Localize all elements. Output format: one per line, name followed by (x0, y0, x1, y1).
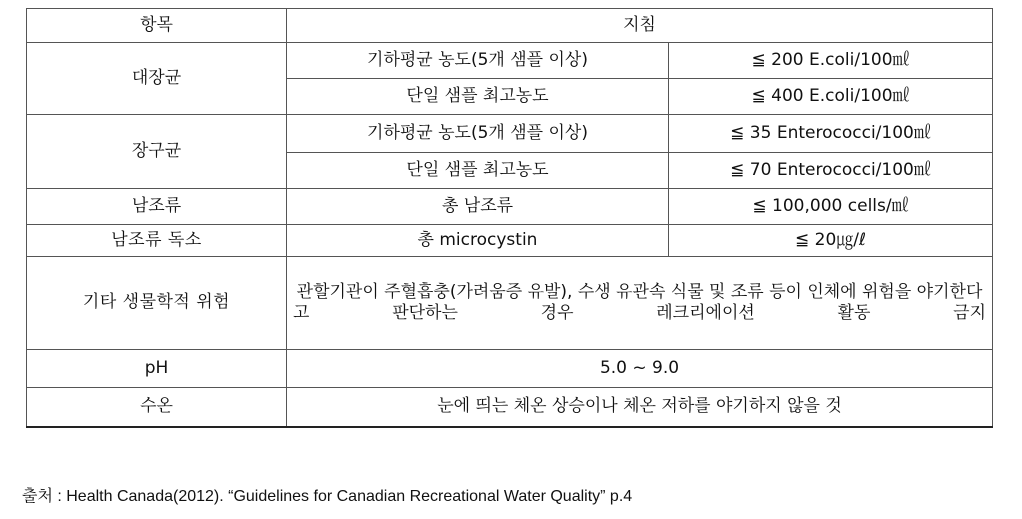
row-value: ≦ 200 E.coli/100㎖ (669, 43, 993, 79)
source-note: 출처 : Health Canada(2012). “Guidelines for Canadian Recreational Water Quality” p.4 (22, 488, 633, 505)
row-value: ≦ 35 Enterococci/100㎖ (669, 115, 993, 153)
row-text: 눈에 띄는 체온 상승이나 체온 저하를 야기하지 않을 것 (287, 388, 993, 427)
table-row (27, 43, 993, 79)
row-value: ≦ 70 Enterococci/100㎖ (669, 153, 993, 189)
row-value: ≦ 100,000 cells/㎖ (669, 189, 993, 225)
row-sub: 총 남조류 (287, 189, 669, 225)
row-sub: 단일 샘플 최고농도 (287, 79, 669, 115)
row-item-enterococci: 장구균 (27, 115, 287, 189)
table-header-row (27, 9, 993, 43)
guideline-table (26, 8, 993, 428)
table-row (27, 115, 993, 153)
row-value: ≦ 20㎍/ℓ (669, 225, 993, 257)
row-sub: 기하평균 농도(5개 샘플 이상) (287, 43, 669, 79)
row-value: ≦ 400 E.coli/100㎖ (669, 79, 993, 115)
row-item-ecoli: 대장균 (27, 43, 287, 115)
table-row (27, 350, 993, 388)
row-text: 5.0 ~ 9.0 (287, 350, 993, 388)
table-row (27, 388, 993, 427)
row-item-toxin: 남조류 독소 (27, 225, 287, 257)
row-sub: 단일 샘플 최고농도 (287, 153, 669, 189)
header-item: 항목 (27, 9, 287, 43)
row-item-cyanobacteria: 남조류 (27, 189, 287, 225)
header-guideline: 지침 (287, 9, 993, 43)
row-item-other-bio: 기타 생물학적 위험 (27, 257, 287, 350)
row-item-ph: pH (27, 350, 287, 388)
table-row (27, 225, 993, 257)
row-sub: 총 microcystin (287, 225, 669, 257)
row-item-temp: 수온 (27, 388, 287, 427)
table-row (27, 257, 993, 350)
table-row (27, 189, 993, 225)
row-text: 관할기관이 주혈흡충(가려움증 유발), 수생 유관속 식물 및 조류 등이 인체에 위험을 야기한다고 판단하는 경우 레크리에이션 활동 금지 (287, 257, 993, 350)
row-sub: 기하평균 농도(5개 샘플 이상) (287, 115, 669, 153)
